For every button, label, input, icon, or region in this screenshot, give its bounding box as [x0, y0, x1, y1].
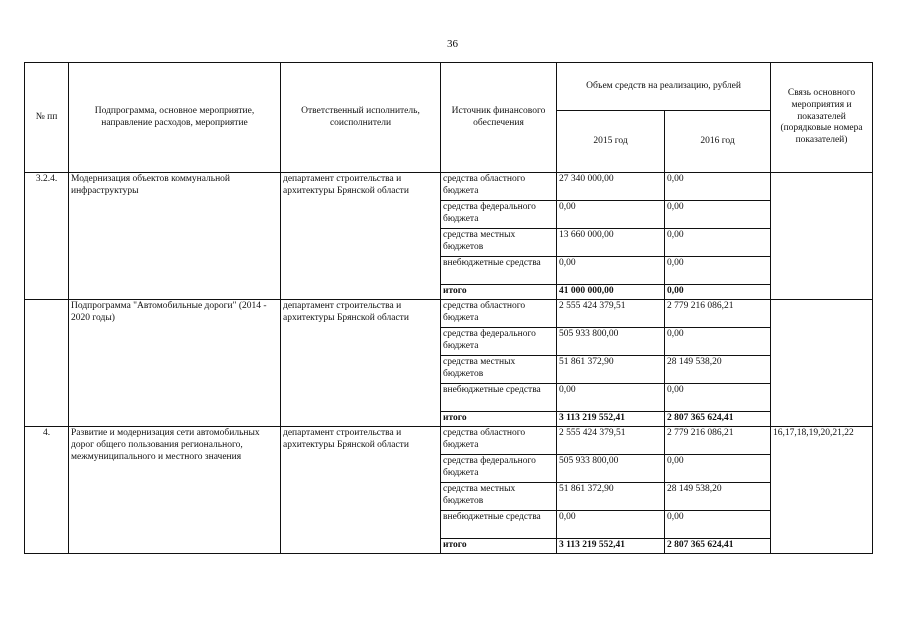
amount-2016: 28 149 538,20 — [665, 356, 771, 384]
amount-2015: 0,00 — [557, 201, 665, 229]
amount-2016: 0,00 — [665, 455, 771, 483]
funding-source: средства местных бюджетов — [441, 356, 557, 384]
executor: департамент строительства и архитектуры Брянской области — [281, 427, 441, 554]
header-executor: Ответственный исполнитель, соисполнители — [281, 63, 441, 173]
amount-2015: 505 933 800,00 — [557, 328, 665, 356]
amount-2016: 2 779 216 086,21 — [665, 300, 771, 328]
amount-2016: 2 779 216 086,21 — [665, 427, 771, 455]
funding-source: внебюджетные средства — [441, 257, 557, 285]
header-program: Подпрограмма, основное мероприятие, направление расходов, мероприятие — [69, 63, 281, 173]
header-year-2016: 2016 год — [665, 111, 771, 173]
header-source: Источник финансового обеспечения — [441, 63, 557, 173]
funding-source: средства местных бюджетов — [441, 483, 557, 511]
indicator-links: 16,17,18,19,20,21,22 — [771, 427, 873, 554]
amount-2015: 0,00 — [557, 384, 665, 412]
amount-2016: 2 807 365 624,41 — [665, 412, 771, 427]
section-subprogram-roads — [25, 300, 873, 427]
amount-2015: 3 113 219 552,41 — [557, 412, 665, 427]
amount-2016: 0,00 — [665, 511, 771, 539]
amount-2015: 2 555 424 379,51 — [557, 300, 665, 328]
indicator-links — [771, 300, 873, 427]
row-number — [25, 300, 69, 427]
funding-source: итого — [441, 285, 557, 300]
amount-2015: 0,00 — [557, 511, 665, 539]
header-link: Связь основного мероприятия и показателей (порядковые номера показателей) — [771, 63, 873, 173]
funding-source: средства областного бюджета — [441, 300, 557, 328]
amount-2015: 2 555 424 379,51 — [557, 427, 665, 455]
amount-2015: 51 861 372,90 — [557, 356, 665, 384]
header-no: № пп — [25, 63, 69, 173]
executor: департамент строительства и архитектуры Брянской области — [281, 300, 441, 427]
executor: департамент строительства и архитектуры Брянской области — [281, 173, 441, 300]
measure-title: Подпрограмма "Автомобильные дороги" (2014 - 2020 годы) — [69, 300, 281, 427]
amount-2015: 27 340 000,00 — [557, 173, 665, 201]
amount-2016: 0,00 — [665, 257, 771, 285]
section-3-2-4 — [25, 173, 873, 300]
indicator-links — [771, 173, 873, 300]
amount-2016: 2 807 365 624,41 — [665, 539, 771, 554]
page-number: 36 — [447, 38, 458, 50]
funding-source: средства федерального бюджета — [441, 328, 557, 356]
amount-2016: 0,00 — [665, 173, 771, 201]
amount-2016: 0,00 — [665, 201, 771, 229]
funding-source: средства федерального бюджета — [441, 455, 557, 483]
row-number: 4. — [25, 427, 69, 554]
amount-2015: 51 861 372,90 — [557, 483, 665, 511]
funding-source: внебюджетные средства — [441, 384, 557, 412]
table-row — [25, 427, 873, 455]
measure-title: Развитие и модернизация сети автомобильных дорог общего пользования регионального, межмуниципального и местного значения — [69, 427, 281, 554]
header-volume: Объем средств на реализацию, рублей — [557, 63, 771, 111]
table-header — [25, 63, 873, 173]
funding-source: средства федерального бюджета — [441, 201, 557, 229]
table-row — [25, 173, 873, 201]
funding-source: итого — [441, 539, 557, 554]
amount-2016: 0,00 — [665, 229, 771, 257]
amount-2016: 0,00 — [665, 285, 771, 300]
funding-source: средства областного бюджета — [441, 173, 557, 201]
amount-2016: 0,00 — [665, 384, 771, 412]
section-4 — [25, 427, 873, 554]
amount-2015: 13 660 000,00 — [557, 229, 665, 257]
amount-2015: 0,00 — [557, 257, 665, 285]
row-number: 3.2.4. — [25, 173, 69, 300]
amount-2016: 0,00 — [665, 328, 771, 356]
funding-source: итого — [441, 412, 557, 427]
funding-source: средства областного бюджета — [441, 427, 557, 455]
measure-title: Модернизация объектов коммунальной инфраструктуры — [69, 173, 281, 300]
amount-2016: 28 149 538,20 — [665, 483, 771, 511]
amount-2015: 3 113 219 552,41 — [557, 539, 665, 554]
amount-2015: 505 933 800,00 — [557, 455, 665, 483]
table-row — [25, 300, 873, 328]
funding-source: средства местных бюджетов — [441, 229, 557, 257]
funding-source: внебюджетные средства — [441, 511, 557, 539]
header-year-2015: 2015 год — [557, 111, 665, 173]
amount-2015: 41 000 000,00 — [557, 285, 665, 300]
budget-table — [24, 62, 873, 554]
